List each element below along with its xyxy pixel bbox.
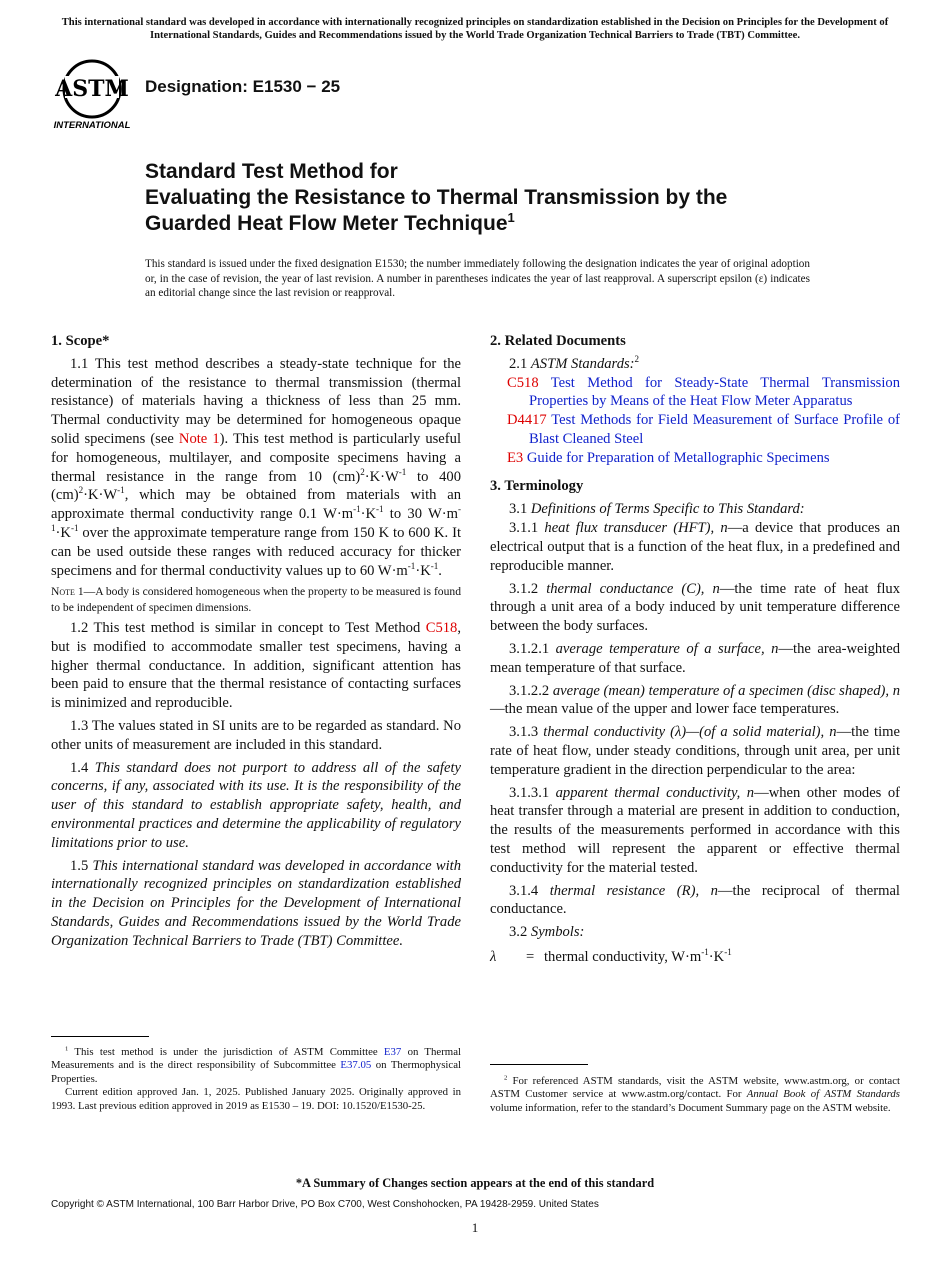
term-3-1-3: 3.1.3 thermal conductivity (λ)—(of a solid material), n—the time rate of heat flow, under steady conditions, through unit area, per unit temperature gradient in the direction perpendicular to the area:: [490, 724, 900, 778]
e37-05-link[interactable]: E37.05: [340, 1059, 372, 1072]
term-3-1-2: 3.1.2 thermal conductance (C), n—the time rate of heat flux through a unit area of a body induced by unit temperature difference between the body surfaces.: [490, 580, 900, 635]
paragraph-1-3: 1.3 The values stated in SI units are to be regarded as standard. No other units of measurement are included in this standard.: [51, 717, 461, 753]
footnote-rule-left: [51, 1036, 149, 1037]
term-3-2: 3.2 Symbols:: [509, 924, 585, 941]
summary-of-changes-note: *A Summary of Changes section appears at the end of this standard: [295, 1176, 655, 1190]
paragraph-1-5: 1.5 This international standard was developed in accordance with internationally recognized principles on standardization established in the Decision on Principles for the Development of International Standards, Guides and Recommendations issued by the World Trade Organization Technical Barriers to Trade (TBT) Committee.: [51, 857, 462, 949]
page-number: 1: [471, 1220, 479, 1235]
term-3-1-2-1: 3.1.2.1 average temperature of a surface, n—the area-weighted mean temperature of that surface.: [490, 640, 900, 676]
paragraph-1-4: 1.4 This standard does not purport to address all of the safety concerns, if any, associated with its use. It is the responsibility of the user of this standard to establish appropriate safety, health, and environmental practices and determine the applicability of regulatory limitations prior to use.: [51, 759, 461, 851]
section-terminology-heading: 3. Terminology: [490, 477, 584, 494]
note-1-link[interactable]: Note 1: [178, 430, 220, 447]
d4417-ref-link[interactable]: D4417: [507, 412, 547, 429]
left-column: [51, 332, 461, 955]
ref-e3: E3 Guide for Preparation of Metallographic Specimens: [507, 449, 830, 466]
copyright-line: Copyright © ASTM International, 100 Barr Harbor Drive, PO Box C700, West Conshohocken, PA 19428-2959. United States: [51, 1199, 599, 1210]
term-3-1-4: 3.1.4 thermal resistance (R), n—the reciprocal of thermal conductance.: [490, 882, 900, 918]
right-column: [490, 332, 900, 967]
footnote-2: $^2$ For referenced ASTM standards, visit the ASTM website, www.astm.org, or contact ASTM Customer service at www.astm.org/contact. For Annual Book of ASTM Standards volume information, refer to the standard’s Document Summary page on the ASTM website.: [490, 1074, 900, 1114]
section-scope-heading: 1. Scope*: [51, 333, 110, 349]
e3-ref-link[interactable]: E3: [507, 449, 524, 466]
section-related-heading: 2. Related Documents: [490, 333, 626, 349]
ref-c518: C518 Test Method for Steady-State Thermal Transmission Properties by Means of the Heat Flow Meter Apparatus: [507, 374, 900, 410]
issuance-statement: This standard is issued under the fixed designation E1530; the number immediately following the designation indicates the year of original adoption or, in the case of revision, the year of last revision. A number in parentheses indicates the year of last reapproval. A superscript epsilon (ε) indicates an editorial change since the last revision or reapproval.: [145, 258, 810, 300]
footnote-1: $^1$ This test method is under the jurisdiction of ASTM Committee E37 on Thermal Measurements and is the direct responsibility of Subcommittee E37.05 on Thermophysical Properties. Current edition approved Jan. 1, 2025. Published January 2025. Originally approved in 1993. Last previous edition approved in 2019 as E1530 – 19. DOI: 10.1520/E1530-25.: [51, 1045, 461, 1112]
note-1: Note 1—A body is considered homogeneous when the property to be measured is found to be independent of specimen dimensions.: [51, 585, 461, 614]
e37-link[interactable]: E37: [383, 1046, 402, 1058]
paragraph-1-1: 1.1 This test method describes a steady-state technique for the determination of the resistance to thermal transmission (thermal resistance) of materials having a thickness of less than 25 mm. Thermal conductivity may be determined for homogeneous opaque solid specimens (see Note 1). This test method is particularly useful for homogeneous, multilayer, and composite specimens having a thermal resistance in the range from 10 $(cm)^2\cdot K\cdot W^{-1}$ to 400 $(cm)^2\cdot K\cdot W^{-1}$, which may be obtained from materials with an approximate thermal conductivity range 0.1 $W\cdot m^{-1}\cdot K^{-1}$ to 30 $W\cdot m^{-1}\cdot K^{-1}$ over the approximate temperature range from 150 K to 600 K. It can be used outside these ranges with reduced accuracy for thicker specimens and for thermal conductivity values up to 60 $W\cdot m^{-1}\cdot K^{-1}$.: [51, 355, 461, 579]
paragraph-1-2: 1.2 This test method is similar in concept to Test Method C518, but is modified to accommodate smaller test specimens, having a higher thermal conductance. In addition, significant attention has been paid to ensure that the thermal resistance of contacting surfaces is minimized and reproducible.: [51, 619, 461, 712]
document-title: Standard Test Method for Evaluating the Resistance to Thermal Transmission by the Guarded Heat Flow Meter Technique$^1$: [145, 160, 728, 235]
astm-logo: [52, 56, 136, 132]
svg-text:INTERNATIONAL: INTERNATIONAL: [53, 120, 131, 131]
term-3-1-3-1: 3.1.3.1 apparent thermal conductivity, n—when other modes of heat transfer through a material are present in addition to conduction, the results of the measurements performed in accordance with this test method will represent the apparent or effective thermal conductivity for the material tested.: [490, 784, 900, 876]
tbt-notice: This international standard was developed in accordance with internationally recognized principles on standardization established in the Decision on Principles for the Development of International Standards, Guides and Recommendations issued by the World Trade Organization Technical Barriers to Trade (TBT) Committee.: [61, 17, 889, 41]
footnote-rule-right: [490, 1064, 588, 1065]
symbol-lambda-row: λ = thermal conductivity, $W\cdot m^{-1}\cdot K^{-1}$: [490, 947, 732, 965]
term-3-1: 3.1 Definitions of Terms Specific to This Standard:: [509, 501, 805, 518]
c518-link[interactable]: C518: [425, 619, 458, 636]
astm-standards-label: 2.1 ASTM Standards:$^2$: [509, 353, 640, 372]
ref-d4417: D4417 Test Methods for Field Measurement of Surface Profile of Blast Cleaned Steel: [507, 412, 900, 447]
term-3-1-1: 3.1.1 heat flux transducer (HFT), n—a device that produces an electrical output that is a function of the heat flux, in a predefined and reproducible manner.: [490, 520, 900, 574]
designation: Designation: E1530 − 25: [145, 77, 341, 96]
c518-ref-link[interactable]: C518: [507, 374, 539, 391]
term-3-1-2-2: 3.1.2.2 average (mean) temperature of a specimen (disc shaped), n—the mean value of the upper and lower face temperatures.: [490, 682, 901, 718]
svg-text:ASTM: ASTM: [55, 76, 129, 102]
